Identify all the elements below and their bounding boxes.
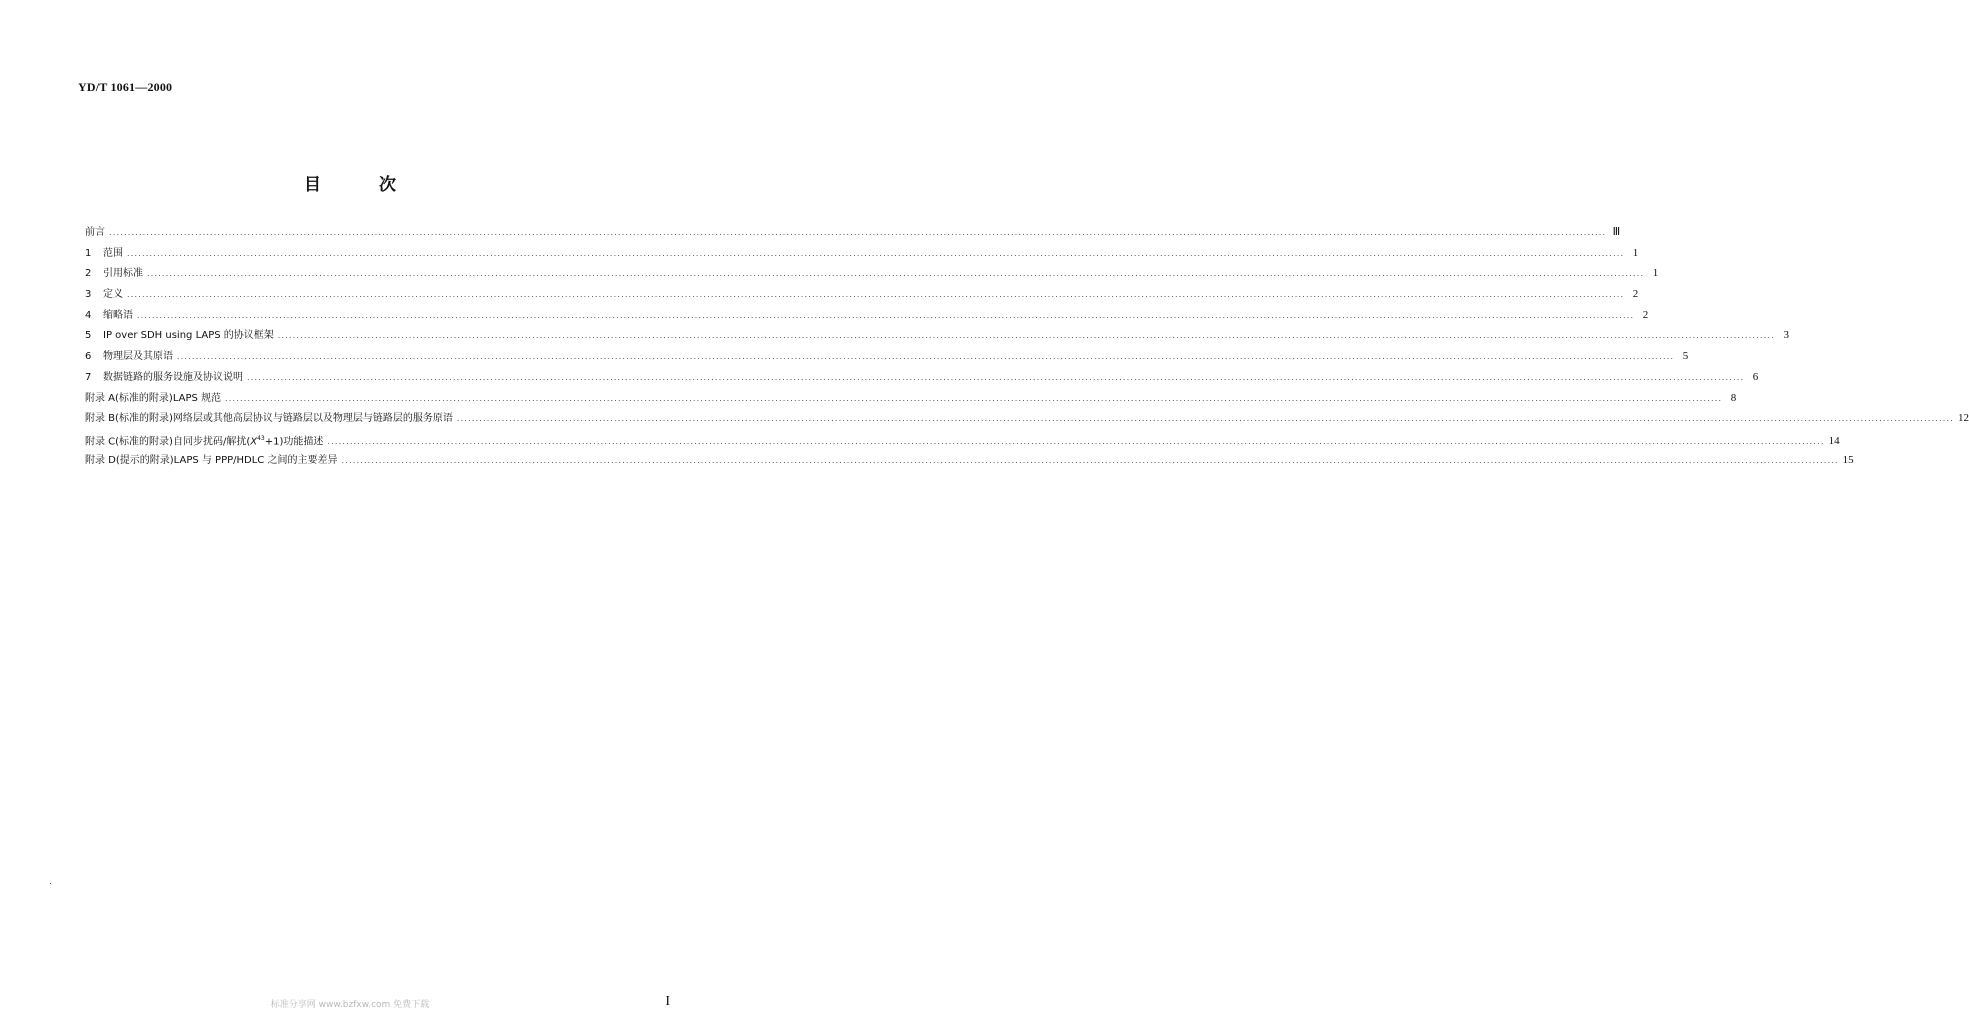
toc-entry-label-tail: +1)功能描述 <box>264 436 324 448</box>
toc-entry-label: 物理层及其原语 <box>103 351 173 363</box>
toc-entry-label: 范围 <box>103 247 123 259</box>
toc-title-char-1: 目 <box>304 175 321 195</box>
toc-entry-label <box>85 429 323 452</box>
toc-entry-references[interactable] <box>85 263 1659 284</box>
document-code: YD/T 1061—2000 <box>78 80 173 94</box>
toc-leader-dots: ................................................................................................................................................................................................................................................................................................................................................................................................................ <box>109 228 1607 237</box>
toc-leader-dots: ................................................................................................................................................................................................................................................................................................................................................................................................................ <box>137 310 1635 320</box>
toc-entry-appendix-d[interactable] <box>85 450 1854 471</box>
toc-list <box>85 222 1969 470</box>
toc-title-char-2: 次 <box>379 175 396 195</box>
toc-leader-dots: ................................................................................................................................................................................................................................................................................................................................................................................................................ <box>456 414 1955 424</box>
toc-entry-number: 4 <box>85 309 92 321</box>
toc-leader-dots: ................................................................................................................................................................................................................................................................................................................................................................................................................ <box>247 372 1745 382</box>
toc-leader-dots: ................................................................................................................................................................................................................................................................................................................................................................................................................ <box>341 455 1839 465</box>
toc-entry-label: 前言 <box>85 227 105 238</box>
toc-entry-label-head: 附录 C(标准的附录)自同步扰码/解扰( <box>85 436 251 448</box>
toc-entry-label: 数据链路的服务设施及协议说明 <box>103 371 243 383</box>
toc-entry-page: Ⅲ <box>1612 226 1621 238</box>
toc-entry-scope[interactable] <box>85 243 1639 264</box>
toc-entry-page: 14 <box>1828 435 1840 448</box>
toc-entry-number: 5 <box>85 330 92 342</box>
toc-entry-number: 2 <box>85 268 92 280</box>
toc-entry-foreword[interactable] <box>85 222 1621 243</box>
toc-entry-label-variable: X <box>250 436 258 448</box>
toc-entry-page: 6 <box>1752 370 1759 383</box>
toc-entry-number: 6 <box>85 351 92 363</box>
toc-entry-definitions[interactable] <box>85 284 1639 305</box>
toc-entry-number: 3 <box>85 289 92 301</box>
toc-entry-protocol-framework[interactable] <box>85 325 1789 346</box>
toc-entry-page: 1 <box>1632 246 1639 259</box>
toc-entry-number: 7 <box>85 371 92 383</box>
toc-title <box>0 170 700 195</box>
toc-entry-label: IP over SDH using LAPS 的协议框架 <box>103 330 274 342</box>
page-number: I <box>665 994 670 1009</box>
scan-speck <box>50 883 51 884</box>
toc-entry-label: 附录 D(提示的附录)LAPS 与 PPP/HDLC 之间的主要差异 <box>85 454 338 466</box>
toc-leader-dots: ................................................................................................................................................................................................................................................................................................................................................................................................................ <box>177 352 1675 362</box>
toc-entry-appendix-b[interactable] <box>85 408 1969 429</box>
toc-entry-label: 引用标准 <box>103 268 143 280</box>
toc-entry-page: 5 <box>1682 350 1689 363</box>
toc-leader-dots: ................................................................................................................................................................................................................................................................................................................................................................................................................ <box>127 290 1625 300</box>
toc-entry-page: 1 <box>1652 267 1659 280</box>
toc-entry-data-link[interactable] <box>85 367 1759 388</box>
toc-entry-page: 15 <box>1842 453 1854 466</box>
toc-leader-dots: ................................................................................................................................................................................................................................................................................................................................................................................................................ <box>147 269 1645 279</box>
toc-leader-dots: ................................................................................................................................................................................................................................................................................................................................................................................................................ <box>327 437 1825 447</box>
toc-entry-page: 2 <box>1642 308 1649 321</box>
toc-entry-page: 8 <box>1730 391 1737 404</box>
toc-entry-abbreviations[interactable] <box>85 305 1649 326</box>
watermark: 标准分享网 www.bzfxw.com 免费下载 <box>270 1000 430 1010</box>
toc-entry-label: 附录 B(标准的附录)网络层或其他高层协议与链路层以及物理层与链路层的服务原语 <box>85 413 453 425</box>
toc-entry-page: 12 <box>1958 412 1969 425</box>
toc-entry-number: 1 <box>85 247 92 259</box>
toc-entry-label: 定义 <box>103 289 123 301</box>
toc-entry-label-exponent: 43 <box>257 434 265 442</box>
toc-leader-dots: ................................................................................................................................................................................................................................................................................................................................................................................................................ <box>225 393 1723 403</box>
toc-entry-label: 缩略语 <box>103 309 133 321</box>
toc-leader-dots: ................................................................................................................................................................................................................................................................................................................................................................................................................ <box>127 248 1625 258</box>
toc-entry-appendix-a[interactable] <box>85 388 1737 409</box>
toc-entry-page: 2 <box>1632 288 1639 301</box>
toc-entry-page: 3 <box>1783 329 1789 342</box>
toc-entry-appendix-c[interactable] <box>85 429 1840 450</box>
toc-leader-dots: ................................................................................................................................................................................................................................................................................................................................................................................................................ <box>277 331 1775 341</box>
toc-entry-physical-layer[interactable] <box>85 346 1689 367</box>
toc-entry-label: 附录 A(标准的附录)LAPS 规范 <box>85 392 222 404</box>
